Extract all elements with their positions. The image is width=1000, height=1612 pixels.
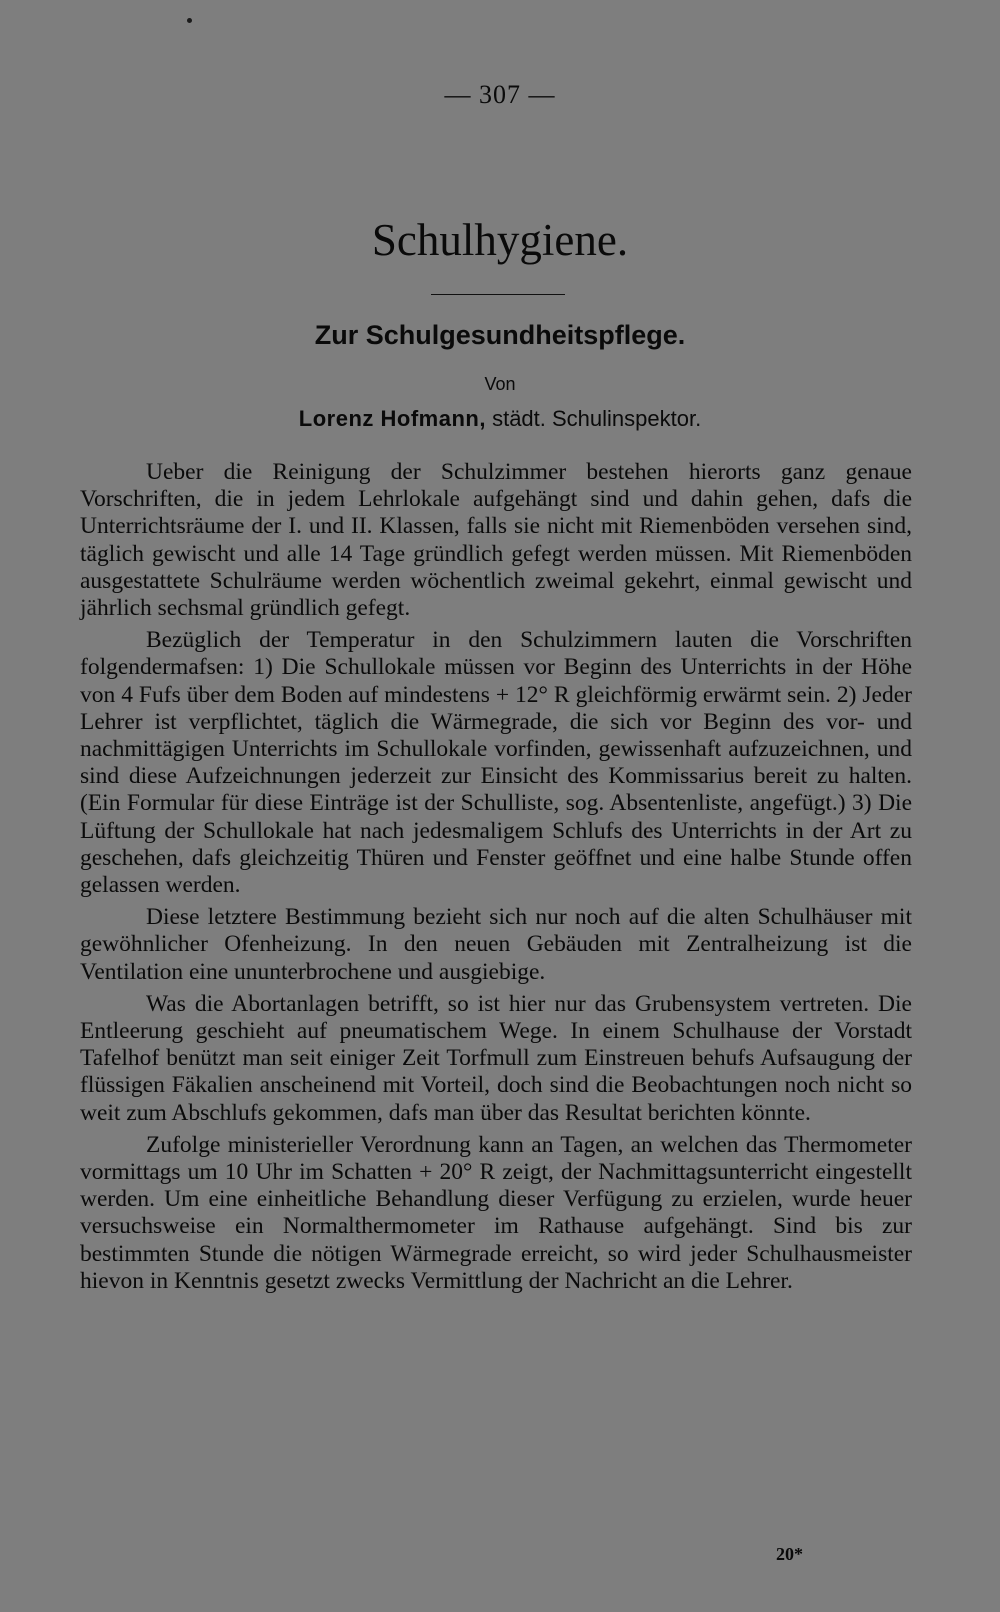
author-name: Lorenz Hofmann, [298,406,486,431]
paragraph-temperature: Bezüglich der Temperatur in den Schulzimmern lauten die Vorschriften folgendermafsen: 1) Die Schullokale müssen vor Beginn des Unterrichts in der Höhe von 4 Fufs über dem Boden auf mindestens + 12° R gleichförmig erwärmt sein. 2) Jeder Lehrer ist verpflichtet, täglich die Wärmegrade, die sich vor Beginn des vor- und nachmittägigen Unterrichts im Schullokale vorfinden, gewissenhaft aufzuzeichnen, und sind diese Aufzeichnungen jederzeit zur Einsicht des Kommissarius bereit zu halten. (Ein Formular für diese Einträge ist der Schulliste, sog. Absentenliste, angefügt.) 3) Die Lüftung der Schullokale hat nach jedesmaligem Schlufs des Unterrichts in der Art zu geschehen, dafs gleichzeitig Thüren und Fenster geöffnet und eine halbe Stunde offen gelassen werden. [80,627,912,899]
paragraph-toilets: Was die Abortanlagen betrifft, so ist hier nur das Grubensystem vertreten. Die Entleerung geschieht auf pneumatischem Wege. In einem Schulhause der Vorstadt Tafelhof benützt man seit einiger Zeit Torfmull zum Einstreuen behufs Aufsaugung der flüssigen Fäkalien anscheinend mit Vorteil, doch sind die Beobachtungen noch nicht so weit zum Abschlufs gekommen, dafs man über das Resultat berichten könnte. [80,990,912,1126]
paragraph-heat-holiday: Zufolge ministerieller Verordnung kann an Tagen, an welchen das Thermometer vormittags um 10 Uhr im Schatten + 20° R zeigt, der Nachmittagsunterricht eingestellt werden. Um eine einheitliche Behandlung dieser Verfügung zu erzielen, wurde heuer versuchsweise ein Normalthermometer im Rathause aufgehängt. Sind bis zur bestimmten Stunde die nötigen Wärmegrade erreicht, so wird jeder Schulhausmeister hievon in Kenntnis gesetzt zwecks Vermittlung der Nachricht an die Lehrer. [80,1131,912,1294]
author-line [0,406,1000,432]
article-body [80,459,912,1300]
page-number: — 307 — [444,80,556,109]
signature-mark: 20* [776,1544,803,1564]
paragraph-heating: Diese letztere Bestimmung bezieht sich nur noch auf die alten Schulhäuser mit gewöhnlicher Ofenheizung. In den neuen Gebäuden mit Zentralheizung ist die Ventilation eine ununterbrochene und ausgiebige. [80,904,912,985]
article-title: Zur Schulgesundheitspflege. [314,320,686,350]
section-title: Schulhygiene. [371,215,629,265]
author-role: städt. Schulinspektor. [485,406,702,431]
title-divider [431,294,565,295]
paragraph-cleaning: Ueber die Reinigung der Schulzimmer bestehen hierorts ganz genaue Vorschriften, die in jedem Lehrlokale aufgehängt sind und dahin gehen, dafs die Unterrichtsräume der I. und II. Klassen, falls sie nicht mit Riemenböden versehen sind, täglich gewischt und alle 14 Tage gründlich gefegt werden müssen. Mit Riemenböden ausgestattete Schulräume werden wöchentlich zweimal gekehrt, einmal gewischt und jährlich sechsmal gründlich gefegt. [80,459,912,622]
ink-speck [187,18,192,23]
byline-von: Von [484,374,516,394]
